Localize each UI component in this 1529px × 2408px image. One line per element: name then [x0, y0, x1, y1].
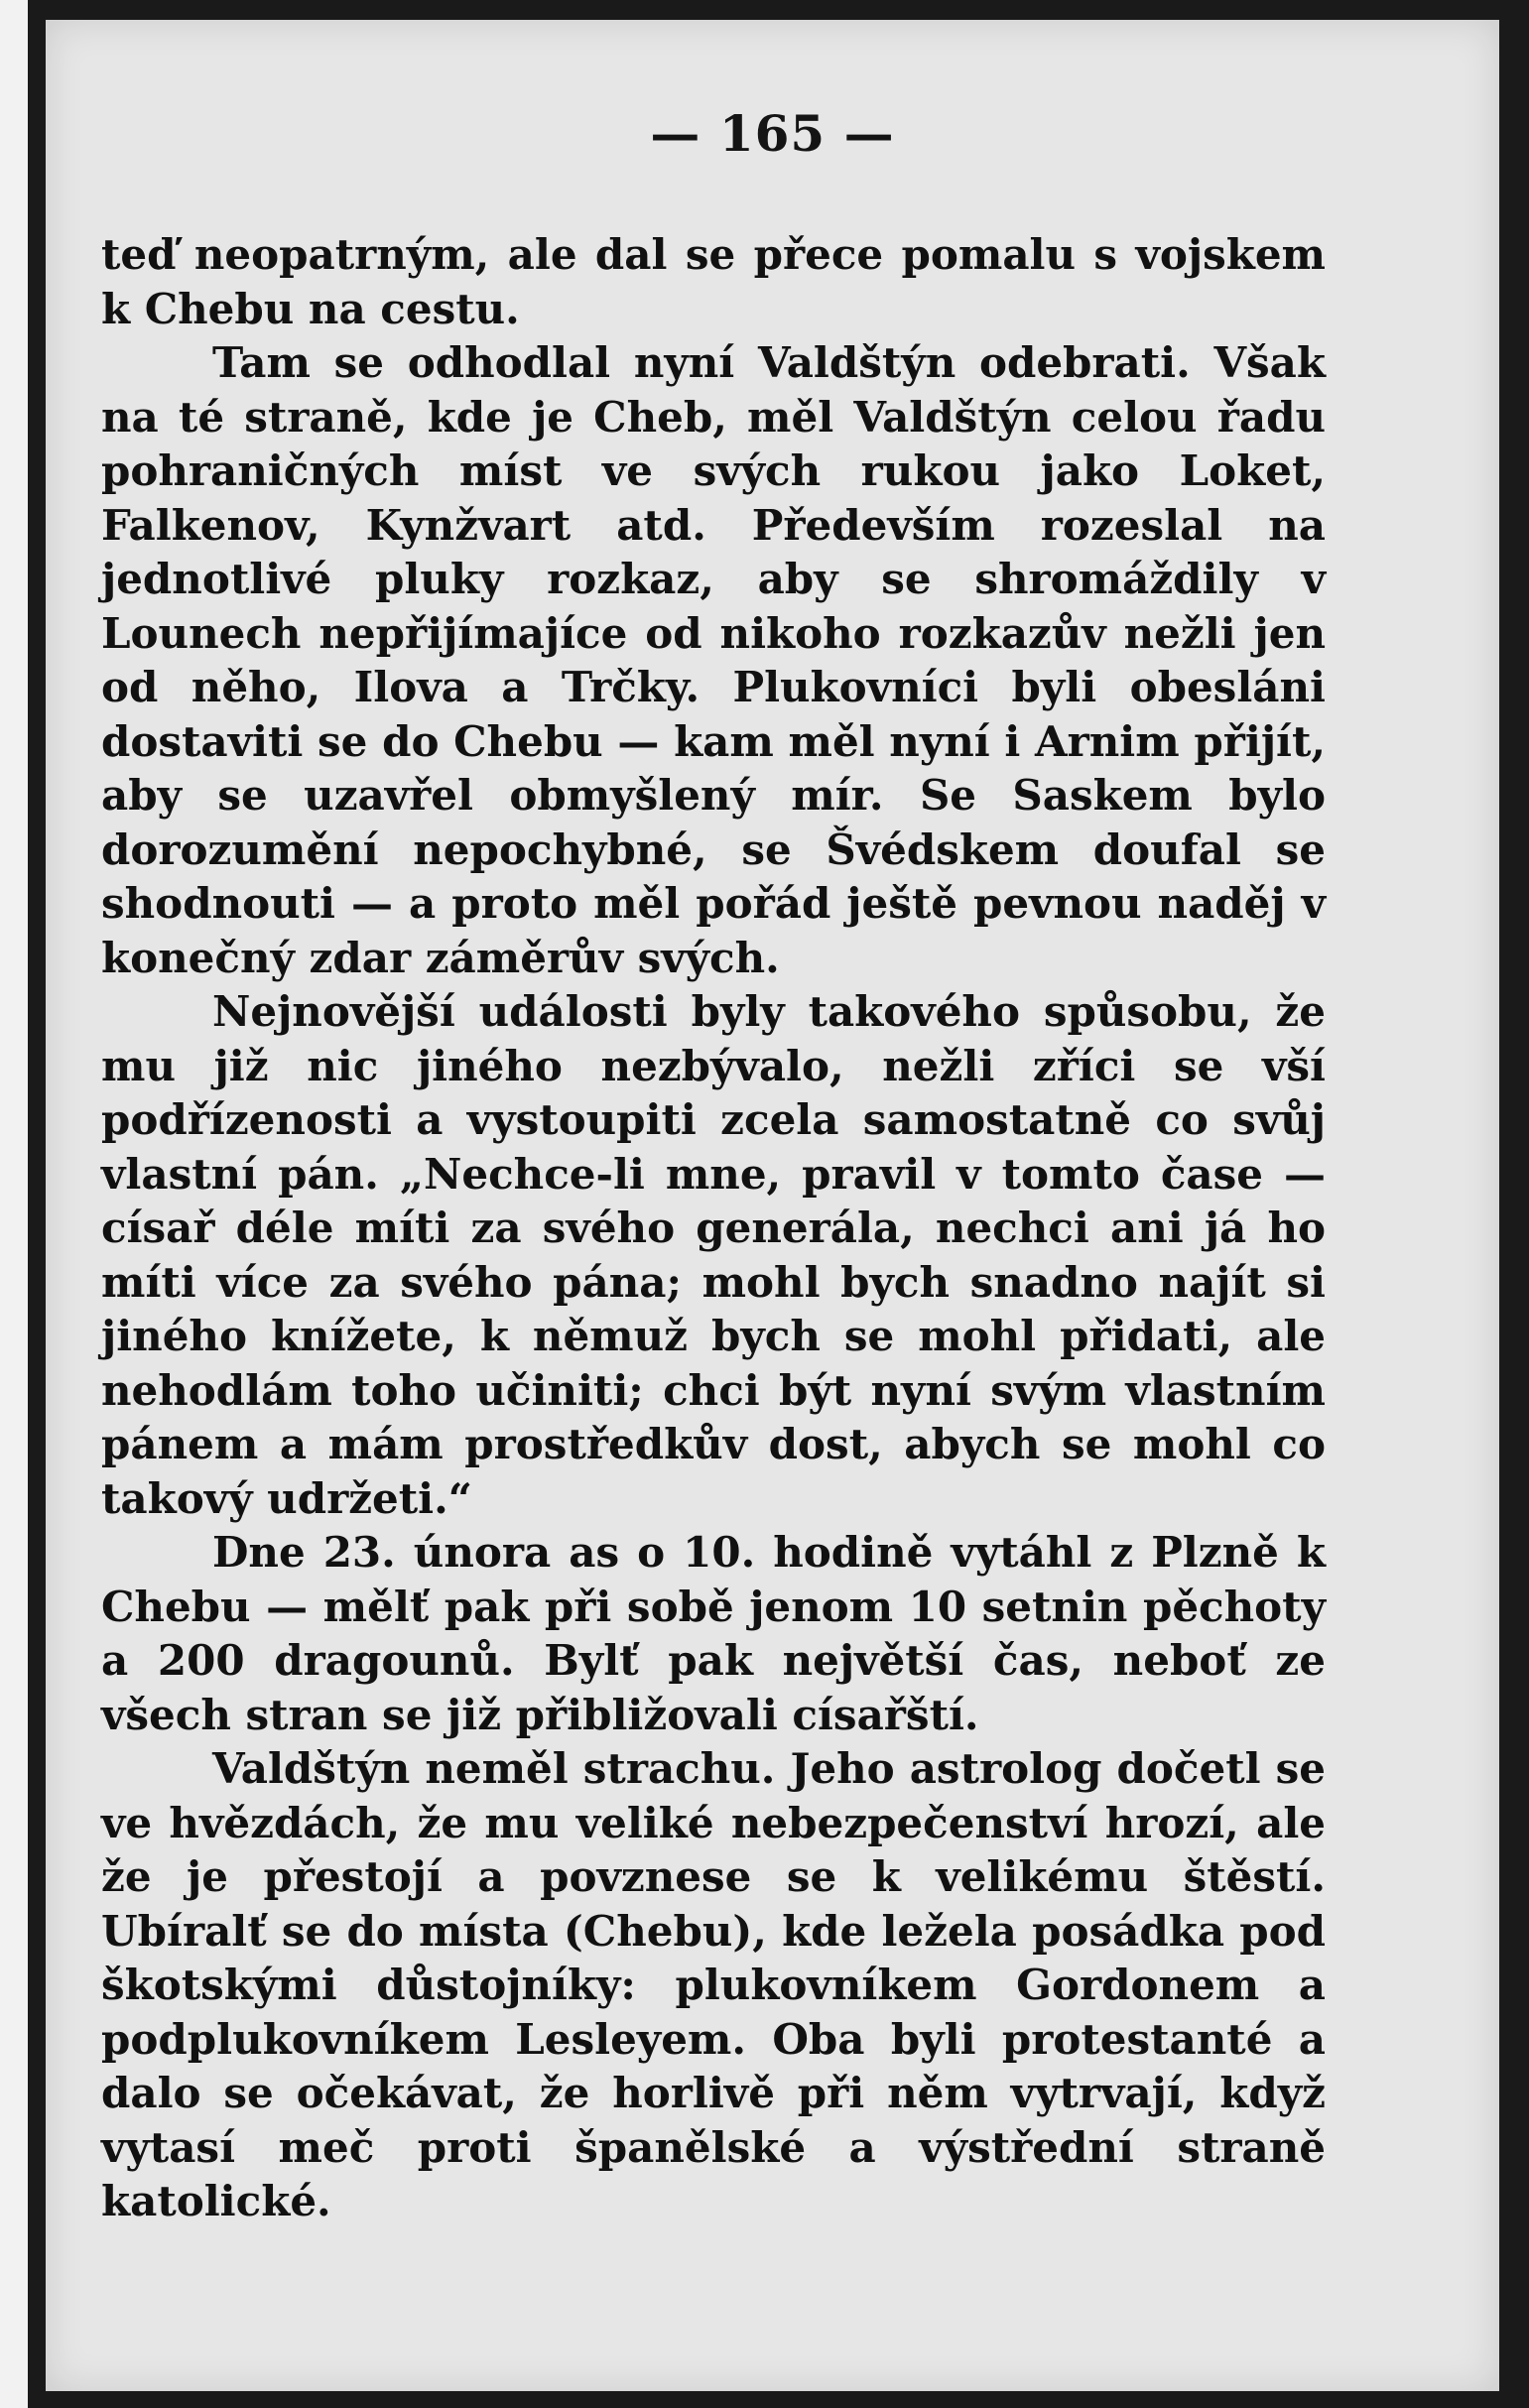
book-page — [46, 20, 1499, 2391]
paragraph-4: Dne 23. února as o 10. hodině vytáhl z Plzně k Chebu — mělť pak při sobě jenom 10 setnin pěchoty a 200 dragounů. Bylť pak největší čas, neboť ze všech stran se již přibližovali císařští. — [101, 1528, 1326, 1739]
paragraph-2: Tam se odhodlal nyní Valdštýn odebrati. Však na té straně, kde je Cheb, měl Valdštýn celou řadu pohraničných míst ve svých rukou jako Loket, Falkenov, Kynžvart atd. Především rozeslal na jednotlivé pluky rozkaz, aby se shromáždily v Lounech nepřijímajíce od nikoho rozkazův nežli jen od něho, Ilova a Trčky. Plukovníci byli obesláni dostaviti se do Chebu — kam měl nyní i Arnim přijít, aby se uzavřel obmyšlený mír. Se Saskem bylo dorozumění nepochybné, se Švédskem doufal se shodnouti — a proto měl pořád ještě pevnou naděj v konečný zdar záměrův svých. — [101, 338, 1326, 982]
page-edge-strip — [0, 0, 28, 2408]
paragraph-1: teď neopatrným, ale dal se přece pomalu s vojskem k Chebu na cestu. — [101, 230, 1326, 333]
paragraph-5: Valdštýn neměl strachu. Jeho astrolog dočetl se ve hvězdách, že mu veliké nebezpečenství hrozí, ale že je přestojí a povznese se k velikému štěstí. Ubíralť se do místa (Chebu), kde ležela posádka pod škotskými důstojníky: plukovníkem Gordonem a podplukovníkem Lesleyem. Oba byli protestanté a dalo se očekávat, že horlivě při něm vytrvají, když vytasí meč proti španělské a výstřední straně katolické. — [101, 1744, 1326, 2225]
body-text — [101, 228, 1326, 2229]
paragraph-3: Nejnovější události byly takového spůsobu, že mu již nic jiného nezbývalo, nežli zříci se vší podřízenosti a vystoupiti zcela samostatně co svůj vlastní pán. „Nechce-li mne, pravil v tomto čase — císař déle míti za svého generála, nechci ani já ho míti více za svého pána; mohl bych snadno najít si jiného knížete, k němuž bych se mohl přidati, ale nehodlám toho učiniti; chci být nyní svým vlastním pánem a mám prostředkův dost, abych se mohl co takový udržeti.“ — [101, 987, 1326, 1523]
page-number: — 165 — — [650, 104, 895, 163]
